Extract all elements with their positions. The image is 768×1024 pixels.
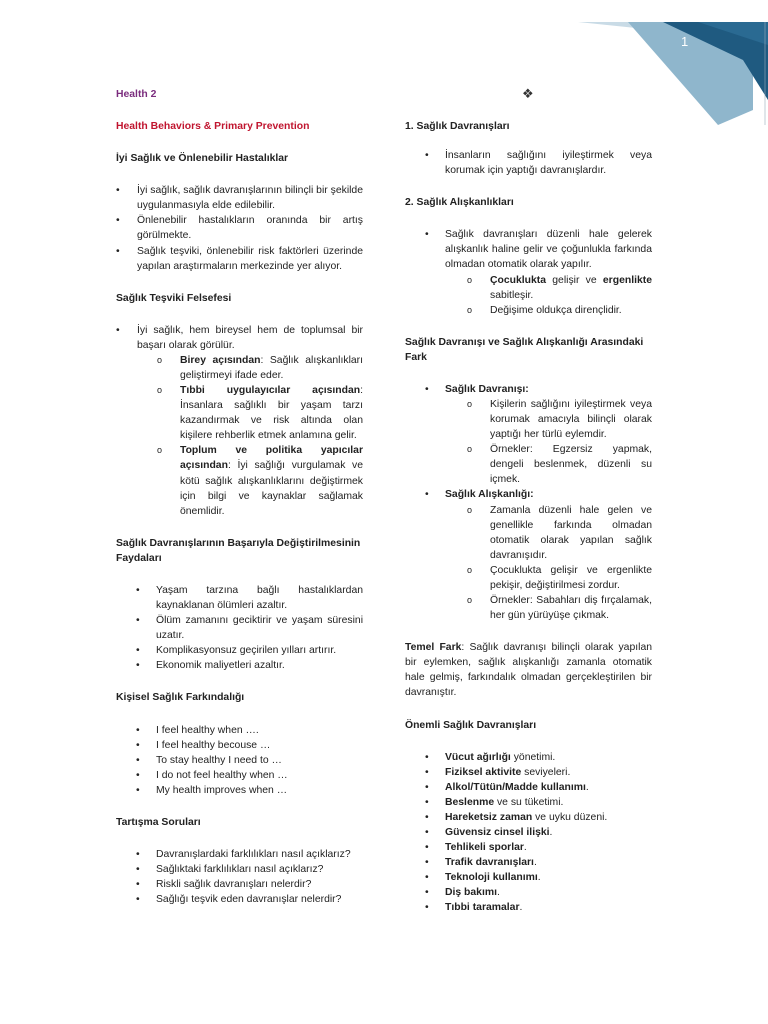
item-text: . bbox=[523, 842, 527, 854]
section-heading: İyi Sağlık ve Önlenebilir Hastalıklar bbox=[116, 153, 289, 165]
list-item: • I feel healthy becouse … bbox=[116, 738, 363, 753]
section-heading: Sağlık Davranışlarının Başarıyla Değiştirilmesinin Faydaları bbox=[116, 537, 361, 564]
sub-list-item bbox=[157, 353, 363, 383]
section-heading: Sağlık Davranışı ve Sağlık Alışkanlığı Arasındaki Fark bbox=[405, 336, 644, 363]
list-item bbox=[405, 840, 652, 855]
list-item bbox=[405, 810, 652, 825]
list-item: • Önlenebilir hastalıkların oranında bir artış görülmekte. bbox=[116, 213, 363, 243]
bullet-list bbox=[405, 487, 652, 502]
item-bold: Çocuklukta bbox=[490, 274, 547, 286]
list-item: • Sağlıktaki farklılıkları nasıl açıklarız? bbox=[116, 862, 363, 877]
bullet-list bbox=[116, 183, 363, 273]
list-item bbox=[405, 750, 652, 765]
bullet-list bbox=[116, 583, 363, 673]
item-bold: Güvensiz cinsel ilişki bbox=[445, 826, 550, 838]
list-item: • Sağlığı teşvik eden davranışlar nelerdir? bbox=[116, 892, 363, 907]
item-text: ve su tüketimi. bbox=[494, 796, 564, 808]
item-text: . bbox=[496, 887, 500, 899]
left-column bbox=[116, 87, 363, 907]
list-item bbox=[405, 855, 652, 870]
document-subtitle: Health Behaviors & Primary Prevention bbox=[116, 121, 310, 133]
list-item: • İyi sağlık, hem bireysel hem de toplumsal bir başarı olarak görülür. bbox=[116, 323, 363, 353]
item-bold: Sağlık Alışkanlığı: bbox=[445, 489, 534, 501]
list-item: • I feel healthy when …. bbox=[116, 723, 363, 738]
list-item bbox=[405, 795, 652, 810]
list-item bbox=[405, 765, 652, 780]
item-bold: Tıbbi taramalar bbox=[445, 902, 520, 914]
item-bold: Teknoloji kullanımı bbox=[445, 872, 538, 884]
list-item: • Sağlık teşviki, önlenebilir risk faktörleri üzerinde yapılan araştırmaların merkezinde yer alıyor. bbox=[116, 244, 363, 274]
section-heading: 1. Sağlık Davranışları bbox=[405, 121, 510, 132]
item-text: : İnsanlara sağlıklı bir yaşam tarzı kazandırmak ve risk altında olan kişilere rehberlik etmek anlamına gelir. bbox=[180, 385, 363, 442]
diamond-ornament: ❖ bbox=[522, 86, 534, 101]
item-bold: Beslenme bbox=[445, 796, 495, 808]
item-text: yönetimi. bbox=[510, 751, 556, 763]
list-item: • Yaşam tarzına bağlı hastalıklardan kaynaklanan ölümleri azaltır. bbox=[116, 583, 363, 613]
sub-list-item bbox=[157, 443, 363, 518]
sub-list-item: o Kişilerin sağlığını iyileştirmek veya korumak amacıyla bilinçli olarak yaptığı her türlü eylemdir. bbox=[467, 397, 652, 442]
page-number: 1 bbox=[681, 34, 689, 49]
item-text: : Sağlık alışkanlıkları geliştirmeyi ifade eder. bbox=[180, 354, 363, 382]
list-item bbox=[405, 780, 652, 795]
sub-bullet-list bbox=[467, 273, 652, 318]
item-bold: Vücut ağırlığı bbox=[445, 751, 511, 763]
sub-list-item bbox=[157, 383, 363, 443]
list-item: • Sağlık davranışları düzenli hale gelerek alışkanlık haline gelir ve çoğunlukla farkında olmadan otomatik olarak yapılır. bbox=[405, 227, 652, 272]
section-heading: Tartışma Soruları bbox=[116, 816, 201, 828]
item-text: . bbox=[549, 826, 553, 838]
bullet-list bbox=[116, 847, 363, 907]
item-text: : İyi sağlığı vurgulamak ve kötü sağlık alışkanlıklarını değiştirmek için bilgi ve kaynaklar sağlamak önemlidir. bbox=[180, 460, 363, 517]
item-text: . bbox=[537, 872, 541, 884]
corner-decoration bbox=[568, 0, 768, 125]
list-item: • Davranışlardaki farklılıkları nasıl açıklarız? bbox=[116, 847, 363, 862]
item-text: : Sağlık davranışı bilinçli olarak yapılan bir eylemken, sağlık alışkanlığı zamanla otomatik hale gelmiş, farkındalık olmadan gerçekleştirilen bir davranıştır. bbox=[405, 642, 652, 699]
list-item bbox=[405, 870, 652, 885]
sub-bullet-list bbox=[467, 397, 652, 487]
item-bold: Diş bakımı bbox=[445, 887, 497, 899]
list-item: • Komplikasyonsuz geçirilen yılları artırır. bbox=[116, 643, 363, 658]
item-bold: Temel Fark bbox=[405, 642, 462, 654]
sub-list-item bbox=[467, 273, 652, 303]
list-item: • I do not feel healthy when … bbox=[116, 768, 363, 783]
section-heading: Önemli Sağlık Davranışları bbox=[405, 719, 537, 731]
list-item bbox=[405, 900, 652, 915]
item-text: . bbox=[533, 857, 537, 869]
bullet-list bbox=[405, 750, 652, 916]
sub-list-item: o Örnekler: Egzersiz yapmak, dengeli beslenmek, düzenli su içmek. bbox=[467, 442, 652, 487]
key-difference bbox=[405, 640, 652, 700]
list-item: • İnsanların sağlığını iyileştirmek veya korumak için yaptığı davranışlardır. bbox=[405, 148, 652, 178]
list-item: • To stay healthy I need to … bbox=[116, 753, 363, 768]
sub-bullet-list bbox=[157, 353, 363, 519]
section-heading: Sağlık Teşviki Felsefesi bbox=[116, 292, 232, 304]
item-bold: Toplum ve politika yapıcılar açısından bbox=[180, 445, 363, 472]
list-item: • Riskli sağlık davranışları nelerdir? bbox=[116, 877, 363, 892]
section-heading: Kişisel Sağlık Farkındalığı bbox=[116, 692, 245, 704]
list-item bbox=[405, 825, 652, 840]
item-bold: ergenlikte bbox=[602, 274, 652, 286]
list-item bbox=[405, 382, 652, 397]
list-item: • My health improves when … bbox=[116, 783, 363, 798]
bullet-list bbox=[405, 382, 652, 397]
list-item: • Ölüm zamanını geciktirir ve yaşam süresini uzatır. bbox=[116, 613, 363, 643]
item-text: gelişir ve bbox=[546, 274, 603, 286]
item-text: seviyeleri. bbox=[521, 766, 571, 778]
bullet-list bbox=[116, 723, 363, 798]
item-text: . bbox=[585, 781, 589, 793]
sub-list-item: o Örnekler: Sabahları diş fırçalamak, her gün yürüyüşe çıkmak. bbox=[467, 593, 652, 623]
bullet-list bbox=[405, 148, 652, 178]
sub-list-item: o Çocuklukta gelişir ve ergenlikte pekişir, değiştirilmesi zordur. bbox=[467, 563, 652, 593]
item-text: . bbox=[519, 902, 523, 914]
item-bold: Tıbbi uygulayıcılar açısından bbox=[180, 385, 361, 397]
section-heading: 2. Sağlık Alışkanlıkları bbox=[405, 197, 514, 209]
bullet-list bbox=[405, 227, 652, 272]
sub-list-item: o Değişime oldukça dirençlidir. bbox=[467, 303, 652, 318]
item-bold: Tehlikeli sporlar bbox=[445, 842, 524, 854]
bullet-list bbox=[116, 323, 363, 353]
right-column bbox=[405, 119, 652, 915]
item-bold: Hareketsiz zaman bbox=[445, 811, 533, 823]
sub-bullet-list bbox=[467, 503, 652, 624]
item-text: sabitleşir. bbox=[490, 289, 534, 301]
list-item bbox=[405, 487, 652, 502]
list-item: • İyi sağlık, sağlık davranışlarının bilinçli bir şekilde uygulanmasıyla elde edilebilir. bbox=[116, 183, 363, 213]
item-bold: Trafik davranışları bbox=[445, 857, 534, 869]
list-item: • Ekonomik maliyetleri azaltır. bbox=[116, 658, 363, 673]
course-title: Health 2 bbox=[116, 89, 157, 100]
item-text: ve uyku düzeni. bbox=[532, 811, 608, 823]
item-bold: Fiziksel aktivite bbox=[445, 766, 522, 778]
list-item bbox=[405, 885, 652, 900]
item-bold: Alkol/Tütün/Madde kullanımı bbox=[445, 781, 586, 793]
item-bold: Sağlık Davranışı: bbox=[445, 383, 529, 395]
sub-list-item: o Zamanla düzenli hale gelen ve genellikle farkında olmadan otomatik olarak yapılan sağlık davranışıdır. bbox=[467, 503, 652, 563]
item-bold: Birey açısından bbox=[180, 354, 261, 366]
